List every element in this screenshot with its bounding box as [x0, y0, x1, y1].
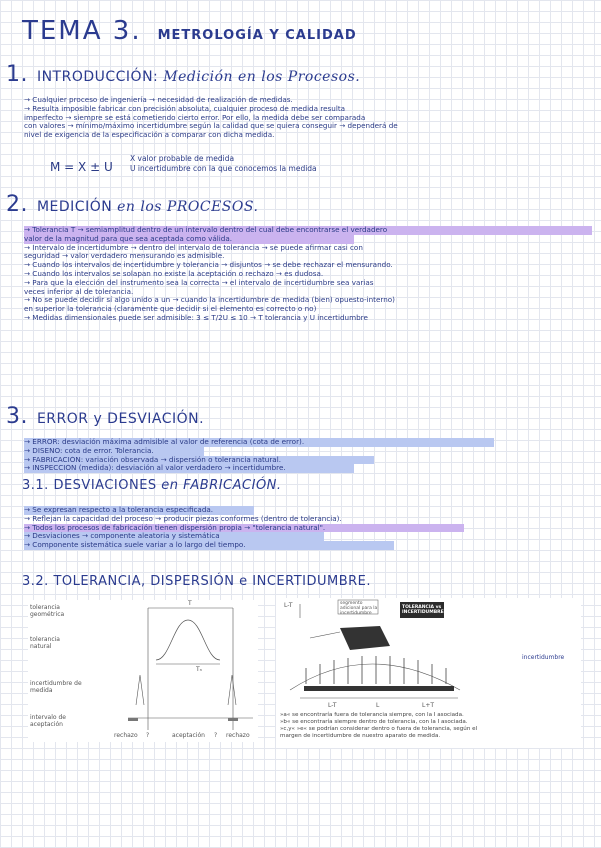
fig1-label-acceptance: intervalo de aceptación: [30, 714, 66, 728]
fig1-bottom-0: rechazo: [114, 732, 138, 739]
tolerance-figure: [28, 600, 258, 742]
fig1-bottom-1: ?: [146, 732, 150, 739]
section-3-body: → ERROR: desviación máxima admisible al valor de referencia (cota de error). → DISEÑO: cota de error. Tolerancia. → FABRICACIÓN: variación observada → dispersión o tolerancia natural. → INSPECCIÓN (medida): desviación al valor verdadero → incertidumbre.: [24, 438, 592, 473]
fig2-axis-1: L: [376, 702, 380, 709]
fig2-box-title: TOLERANCIA vs INCERTIDUMBRE: [402, 605, 444, 615]
section-3-heading: 3. ERROR y DESVIACIÓN.: [6, 404, 205, 429]
section-3-1-heading: 3.1. DESVIACIONES en FABRICACIÓN.: [22, 478, 282, 493]
section-2-body: → Tolerancia T → semiamplitud dentro de un intervalo dentro del cual debe encontrarse el verdadero valor de la magnitud para que sea aceptada como válida. → Intervalo de incertidumbre → dentro del intervalo de tolerancia → se puede afirmar casi con seguridad → valor verdadero mensurando es admisible. → Cuando los intervalos de incertidumbre y tolerancia → disjuntos → se debe rechazar el mensurando. → Cuando los intervalos se solapan no existe la aceptación o rechazo → es dudosa. → Para que la elección del instrumento sea la correcta → el intervalo de incertidumbre sea varias veces inferior al de tolerancia. → No se puede decidir sí algo unido a un → cuando la incertidumbre de medida (bien) opuesto-interno) en superior la tolerancia (claramente que decidir si el elemento es correcto o no) → Medidas dimensionales puede ser admisible: 3 ≤ T/2U ≤ 10 → T tolerancia y U incertidumbre: [24, 226, 592, 323]
fig1-bottom-4: rechazo: [226, 732, 250, 739]
title-sub: METROLOGÍA Y CALIDAD: [157, 28, 357, 43]
fig1-label-uncertainty: incertidumbre de medida: [30, 680, 82, 694]
uncertainty-figure: [276, 598, 581, 748]
fig1-label-geometric: tolerancia geométrica: [30, 604, 65, 618]
fig1-t-label: T: [188, 600, 192, 607]
section-3-1-body: → Se expresan respecto a la tolerancia especificada. → Reflejan la capacidad del proceso → producir piezas conformes (dentro de tolerancia). → Todos los procesos de fabricación tienen dispersión propia → "tolerancia natural". → Desviaciones → componente aleatoria y sistemática → Componente sistemática suele variar a lo largo del tiempo.: [24, 506, 592, 550]
fig2-axis-0: L-T: [328, 702, 337, 709]
fig2-side-label: incertidumbre: [522, 654, 565, 661]
section-1-body: → Cualquier proceso de ingeniería → necesidad de realización de medidas. → Resulta imposible fabricar con precisión absoluta, cualquier proceso de medida resulta imperfecto → siempre se está cometiendo cierto error. Por ello, la medida debe ser comparada con valores → mínimo/máximo incertidumbre según la calidad que se quiera conseguir → dependerá de nivel de exigencia de la especificación a comparar con dicha medida.: [24, 96, 398, 140]
fig2-axis-2: L+T: [422, 702, 435, 709]
fig2-top-left: L-T: [284, 602, 293, 609]
fig2-legend: »a« se encontraría fuera de tolerancia siempre, con la I asociada. »b« se encontraría siempre dentro de tolerancia, con la I asociada. »c,y« »e« se podrían considerar dentro o fuera de tolerancia, según el margen de incertidumbre de nuestro aparato de medida.: [280, 712, 478, 739]
fig1-bottom-2: aceptación: [172, 732, 205, 739]
fig1-tn-label: Tₙ: [196, 666, 203, 673]
fig1-bottom-3: ?: [214, 732, 218, 739]
title-main: TEMA 3.: [22, 16, 142, 46]
section-1-heading: 1. INTRODUCCIÓN: Medición en los Procesos.: [6, 62, 361, 87]
formula-definitions: X valor probable de medida U incertidumbre con la que conocemos la medida: [130, 154, 317, 173]
section-3-2-heading: 3.2. TOLERANCIA, DISPERSIÓN e INCERTIDUMBRE.: [22, 574, 372, 589]
page-title: [22, 16, 357, 46]
section-2-heading: 2. MEDICIÓN en los PROCESOS.: [6, 192, 259, 217]
fig2-callout: segmento adicional para la incertidumbre: [340, 601, 378, 616]
fig1-label-natural: tolerancia natural: [30, 636, 60, 650]
measurement-formula: M = X ± U: [50, 160, 113, 174]
